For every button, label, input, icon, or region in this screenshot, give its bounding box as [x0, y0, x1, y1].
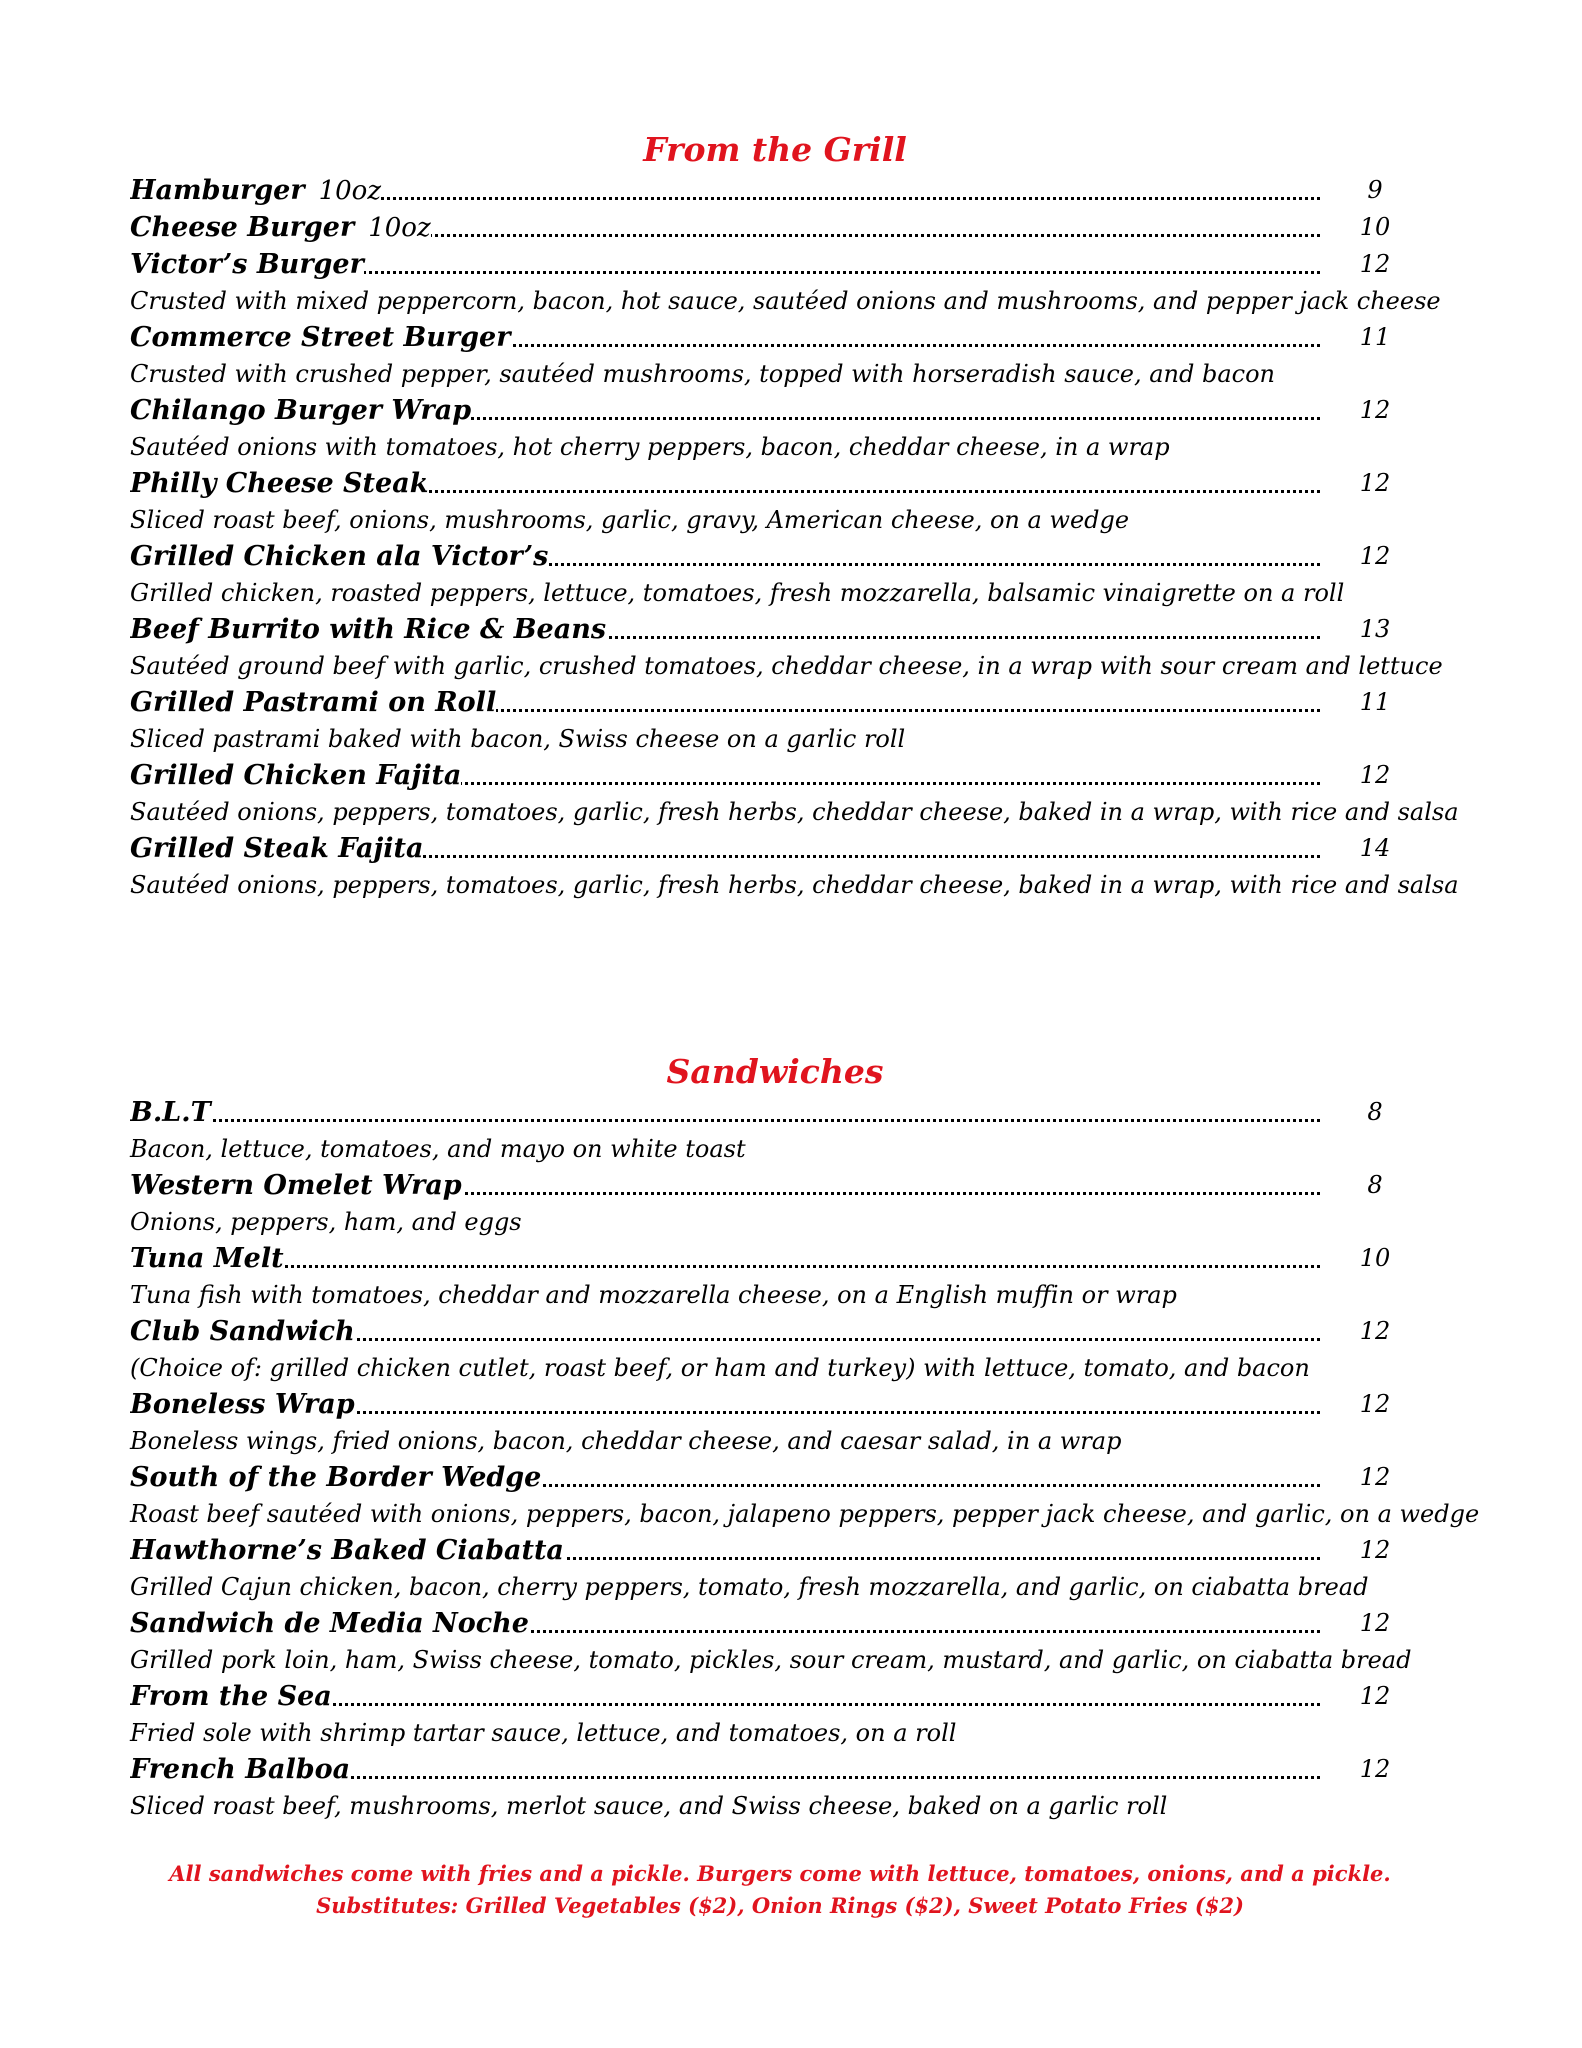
menu-item-row: [130, 465, 1330, 502]
menu-item-row: [130, 392, 1330, 429]
menu-item-price: 12: [1359, 761, 1391, 789]
menu-item-size: 10oz: [368, 213, 431, 243]
menu-item-name: Club Sandwich: [130, 1316, 355, 1347]
menu-item: [130, 319, 1420, 392]
menu-item-name: Cheese Burger: [130, 212, 355, 243]
sandwiches-title: Sandwiches: [666, 1052, 884, 1091]
menu-item-row: [130, 757, 1330, 794]
grill-title: From the Grill: [643, 130, 907, 169]
menu-item-row: [130, 1605, 1330, 1642]
dot-leader: [130, 1119, 1320, 1122]
menu-item-name: Sandwich de Media Noche: [130, 1608, 529, 1639]
menu-item: [130, 1605, 1420, 1678]
menu-item-name: From the Sea: [130, 1681, 332, 1712]
menu-item-description: Sliced pastrami baked with bacon, Swiss cheese on a garlic roll: [130, 725, 906, 753]
menu-item-name: South of the Border Wedge: [130, 1462, 542, 1493]
menu-item: [130, 757, 1459, 830]
menu-item: [130, 172, 1420, 209]
menu-item-row: [130, 1240, 1330, 1277]
menu-item-price: 13: [1359, 615, 1391, 643]
menu-item: [130, 830, 1459, 903]
menu-item-name: Grilled Pastrami on Roll: [130, 687, 497, 718]
dot-leader: [130, 1265, 1320, 1268]
menu-item-price: 12: [1359, 1755, 1391, 1783]
menu-item-price: 9: [1367, 176, 1383, 204]
menu-item-description: Roast beef sautéed with onions, peppers, bacon, jalapeno peppers, pepper jack cheese, and garlic, on a wedge: [130, 1500, 1480, 1528]
menu-item-description: (Choice of: grilled chicken cutlet, roast beef, or ham and turkey) with lettuce, tomato, and bacon: [130, 1354, 1310, 1382]
menu-item: [130, 1167, 1420, 1240]
menu-item-row: [130, 1167, 1330, 1204]
menu-item-description: Grilled pork loin, ham, Swiss cheese, tomato, pickles, sour cream, mustard, and garlic, on ciabatta bread: [130, 1646, 1412, 1674]
grill-section: [130, 128, 1459, 903]
menu-item: [130, 246, 1441, 319]
menu-item-description: Sautéed onions with tomatoes, hot cherry peppers, bacon, cheddar cheese, in a wrap: [130, 433, 1170, 461]
menu-item-price: 12: [1359, 542, 1391, 570]
menu-item-name: B.L.T: [130, 1097, 211, 1128]
menu-item-row: [130, 1678, 1330, 1715]
menu-item: [130, 1678, 1420, 1751]
menu-item-name: Hawthorne’s Baked Ciabatta: [130, 1535, 564, 1566]
menu-item: [130, 392, 1420, 465]
menu-item-name: Victor’s Burger: [130, 249, 364, 280]
menu-item-description: Crusted with crushed pepper, sautéed mushrooms, topped with horseradish sauce, and bacon: [130, 360, 1275, 388]
menu-item-row: [130, 1313, 1330, 1350]
menu-item: [130, 1751, 1420, 1824]
menu-item-name: Western Omelet Wrap: [130, 1170, 462, 1201]
menu-footer-note: [130, 1858, 1430, 1922]
menu-item-description: Sautéed onions, peppers, tomatoes, garlic, fresh herbs, cheddar cheese, baked in a wrap, with rice and salsa: [130, 798, 1459, 826]
menu-item-row: [130, 1386, 1330, 1423]
menu-item-row: [130, 611, 1330, 648]
menu-item: [130, 684, 1420, 757]
menu-item-size: 10oz: [318, 176, 382, 206]
grill-list: [130, 172, 1459, 903]
menu-item-description: Sautéed ground beef with garlic, crushed tomatoes, cheddar cheese, in a wrap with sour cream and lettuce: [130, 652, 1443, 680]
menu-item-row: [130, 684, 1330, 721]
menu-item-row: [130, 830, 1330, 867]
menu-item-description: Tuna fish with tomatoes, cheddar and mozzarella cheese, on a English muffin or wrap: [130, 1281, 1177, 1309]
menu-item-price: 14: [1359, 834, 1391, 862]
menu-item: [130, 1094, 1420, 1167]
menu-item-row: [130, 1751, 1330, 1788]
menu-item-price: 12: [1359, 1390, 1391, 1418]
menu-item-description: Grilled Cajun chicken, bacon, cherry peppers, tomato, fresh mozzarella, and garlic, on ciabatta bread: [130, 1573, 1369, 1601]
menu-item-price: 12: [1359, 1536, 1391, 1564]
menu-item-name: Beef Burrito with Rice & Beans: [130, 614, 607, 645]
menu-item-description: Grilled chicken, roasted peppers, lettuce, tomatoes, fresh mozzarella, balsamic vinaigrette on a roll: [130, 579, 1345, 607]
menu-item-name-group: [130, 212, 431, 243]
menu-item-price: 12: [1359, 396, 1391, 424]
menu-item-description: Sliced roast beef, mushrooms, merlot sauce, and Swiss cheese, baked on a garlic roll: [130, 1792, 1168, 1820]
menu-item-price: 8: [1367, 1098, 1383, 1126]
menu-item: [130, 209, 1420, 246]
menu-item-price: 12: [1359, 1463, 1391, 1491]
menu-item-name: Boneless Wrap: [130, 1389, 355, 1420]
menu-item-name-group: [130, 175, 381, 206]
menu-item-name: Hamburger: [130, 175, 305, 206]
menu-item-price: 12: [1359, 1609, 1391, 1637]
menu-item-description: Bacon, lettuce, tomatoes, and mayo on white toast: [130, 1135, 746, 1163]
menu-item-description: Sliced roast beef, onions, mushrooms, garlic, gravy, American cheese, on a wedge: [130, 506, 1130, 534]
menu-item: [130, 1532, 1420, 1605]
menu-item: [130, 611, 1443, 684]
menu-item-price: 10: [1359, 213, 1391, 241]
menu-item-row: [130, 1094, 1330, 1131]
menu-item-name: Grilled Steak Fajita: [130, 833, 424, 864]
menu-item: [130, 1313, 1420, 1386]
menu-item-name: Philly Cheese Steak: [130, 468, 429, 499]
menu-item-description: Onions, peppers, ham, and eggs: [130, 1208, 522, 1236]
menu-item: [130, 1459, 1480, 1532]
sandwiches-list: [130, 1094, 1480, 1824]
menu-item-price: 12: [1359, 469, 1391, 497]
menu-item-price: 12: [1359, 1317, 1391, 1345]
footer-line-substitutes: Substitutes: Grilled Vegetables ($2), Onion Rings ($2), Sweet Potato Fries ($2): [316, 1893, 1244, 1918]
menu-item-price: 12: [1359, 250, 1391, 278]
menu-item-description: Sautéed onions, peppers, tomatoes, garlic, fresh herbs, cheddar cheese, baked in a wrap, with rice and salsa: [130, 871, 1459, 899]
menu-item-description: Crusted with mixed peppercorn, bacon, hot sauce, sautéed onions and mushrooms, and pepper jack cheese: [130, 287, 1441, 315]
menu-item-price: 11: [1359, 688, 1391, 716]
menu-item-name: Grilled Chicken Fajita: [130, 760, 462, 791]
menu-item-price: 10: [1359, 1244, 1391, 1272]
menu-item-row: [130, 319, 1330, 356]
menu-item-name: Grilled Chicken ala Victor’s: [130, 541, 549, 572]
menu-item-name: French Balboa: [130, 1754, 351, 1785]
menu-item: [130, 465, 1420, 538]
menu-item: [130, 1240, 1420, 1313]
menu-item-row: [130, 1532, 1330, 1569]
menu-item-name: Chilango Burger Wrap: [130, 395, 472, 426]
menu-item-price: 8: [1367, 1171, 1383, 1199]
menu-item-price: 12: [1359, 1682, 1391, 1710]
menu-item-row: [130, 538, 1330, 575]
menu-item-name: Commerce Street Burger: [130, 322, 511, 353]
menu-item-row: [130, 172, 1330, 209]
footer-line-sides: All sandwiches come with fries and a pickle. Burgers come with lettuce, tomatoes, onions, and a pickle.: [169, 1861, 1391, 1886]
menu-item-description: Fried sole with shrimp tartar sauce, lettuce, and tomatoes, on a roll: [130, 1719, 957, 1747]
menu-item-description: Boneless wings, fried onions, bacon, cheddar cheese, and caesar salad, in a wrap: [130, 1427, 1122, 1455]
menu-item-row: [130, 246, 1330, 283]
menu-item: [130, 1386, 1420, 1459]
menu-item-row: [130, 1459, 1330, 1496]
sandwiches-section: [130, 1050, 1480, 1824]
menu-item: [130, 538, 1420, 611]
menu-item-name: Tuna Melt: [130, 1243, 284, 1274]
menu-item-row: [130, 209, 1330, 246]
menu-item-price: 11: [1359, 323, 1391, 351]
